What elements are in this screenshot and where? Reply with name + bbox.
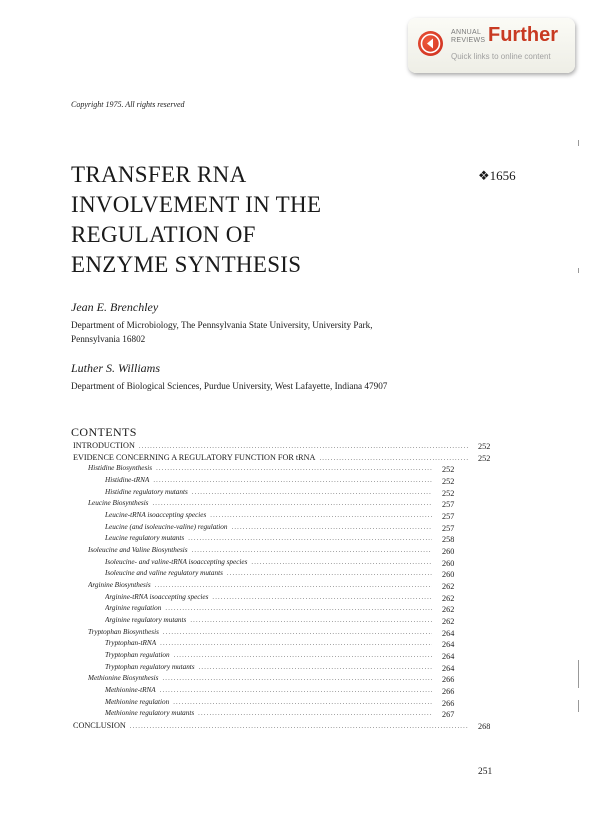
further-arrow-icon[interactable] [418,31,443,56]
copyright-notice: Copyright 1975. All rights reserved [71,100,185,109]
toc-entry [88,464,436,476]
toc-leader-dots [251,559,432,566]
toc-leader-dots [192,489,432,496]
article-number [478,168,516,184]
toc-page-number: 252 [442,476,455,486]
toc-entry [105,534,436,546]
toc-entry [88,674,436,686]
toc-entry-label: Isoleucine and Valine Biosynthesis [88,545,188,554]
toc-leader-dots [153,477,432,484]
toc-entry [105,663,436,675]
annual-reviews-further-badge[interactable] [408,18,575,73]
author-affiliation [71,379,387,393]
toc-entry [105,558,436,570]
annual-reviews-logo-text [451,29,485,44]
affiliation-line: Pennsylvania 16802 [71,334,146,344]
toc-entry-label: CONCLUSION [73,720,126,730]
toc-page-number: 262 [442,581,455,591]
toc-entry-label: Arginine regulatory mutants [105,615,187,624]
toc-page-number: 260 [442,546,455,556]
toc-leader-dots [212,594,432,601]
toc-leader-dots [174,652,432,659]
scan-mark [578,140,579,146]
toc-entry-label: Isoleucine and valine regulatory mutants [105,569,223,578]
toc-entry-label: Tryptophan regulation [105,650,170,659]
title-line: ENZYME SYNTHESIS [71,252,302,277]
toc-leader-dots [173,699,432,706]
toc-entry-label: Tryptophan-tRNA [105,639,157,648]
toc-page-number: 266 [442,698,455,708]
toc-leader-dots [162,675,432,682]
toc-leader-dots [319,455,468,462]
toc-entry-label: Tryptophan Biosynthesis [88,627,159,636]
toc-page-number: 264 [442,640,455,650]
toc-page-number: 252 [478,442,491,451]
toc-entry [73,441,472,453]
toc-entry-label: Methionine regulatory mutants [105,709,195,718]
toc-leader-dots [210,512,432,519]
toc-page-number: 262 [442,605,455,615]
toc-page-number: 264 [442,651,455,661]
scan-mark [578,700,579,712]
toc-page-number: 252 [442,488,455,498]
toc-entry-label: Histidine-tRNA [105,475,150,484]
toc-leader-dots [152,500,432,507]
toc-entry [105,639,436,651]
toc-entry [105,569,436,581]
toc-entry-label: Leucine Biosynthesis [88,499,149,508]
toc-leader-dots [165,605,432,612]
brand-line-1: ANNUAL [451,29,482,36]
toc-entry-label: Leucine-tRNA isoaccepting species [105,510,207,519]
toc-entry-label: Methionine regulation [105,697,170,706]
toc-entry [88,546,436,558]
toc-page-number: 260 [442,558,455,568]
toc-entry-label: Histidine Biosynthesis [88,464,153,473]
toc-entry [105,698,436,710]
toc-entry-label: INTRODUCTION [73,441,135,450]
toc-entry [105,709,436,721]
toc-leader-dots [156,465,432,472]
toc-leader-dots [139,443,468,450]
contents-heading: CONTENTS [71,425,137,439]
affiliation-line: Department of Biological Sciences, Purdue University, West Lafayette, Indiana 47907 [71,381,388,391]
toc-page-number: 268 [478,721,491,731]
toc-leader-dots [160,687,432,694]
toc-entry [105,511,436,523]
toc-page-number: 262 [442,616,455,626]
toc-entry [73,453,472,465]
toc-page-number: 258 [442,535,455,545]
toc-entry-label: Tryptophan regulatory mutants [105,662,195,671]
toc-page-number: 262 [442,593,455,603]
brand-line-2: REVIEWS [451,36,486,44]
article-title [71,160,321,280]
toc-page-number: 252 [478,453,491,463]
toc-page-number: 257 [442,523,455,533]
toc-page-number: 266 [442,686,455,696]
further-label[interactable]: Further [488,24,558,46]
toc-entry [105,616,436,628]
toc-page-number: 264 [442,663,455,673]
author-affiliation [71,318,373,346]
author-name: Jean E. Brenchley [71,300,159,314]
toc-leader-dots [160,640,432,647]
toc-leader-dots [130,723,468,730]
toc-entry [105,593,436,605]
toc-leader-dots [188,535,432,542]
toc-leader-dots [163,629,432,636]
toc-entry-label: Isoleucine- and valine-tRNA isoaccepting species [105,557,248,566]
toc-entry [105,604,436,616]
toc-entry-label: Arginine-tRNA isoaccepting species [105,592,209,601]
toc-page-number: 267 [442,710,455,720]
scan-mark [578,660,579,688]
author-name: Luther S. Williams [71,361,161,375]
toc-entry [105,523,436,535]
title-line: TRANSFER RNA [71,162,247,187]
title-line: INVOLVEMENT IN THE [71,192,322,217]
toc-entry-label: Leucine (and isoleucine-valine) regulation [105,522,228,531]
toc-page-number: 257 [442,511,455,521]
toc-entry [105,686,436,698]
toc-entry [105,488,436,500]
toc-leader-dots [199,664,432,671]
toc-entry-label: Histidine regulatory mutants [105,487,188,496]
toc-page-number: 264 [442,628,455,638]
toc-leader-dots [198,710,432,717]
toc-entry [88,628,436,640]
page-number: 251 [478,767,493,777]
scan-mark [578,268,579,273]
toc-page-number: 266 [442,675,455,685]
toc-entry [73,721,472,733]
toc-leader-dots [155,582,432,589]
toc-leader-dots [190,617,432,624]
toc-leader-dots [192,547,432,554]
article-number-value: 1656 [489,168,516,183]
toc-entry [88,499,436,511]
toc-entry-label: Leucine regulatory mutants [105,534,185,543]
toc-entry [105,476,436,488]
toc-page-number: 252 [442,465,455,475]
toc-entry-label: Methionine Biosynthesis [88,674,159,683]
toc-page-number: 257 [442,500,455,510]
toc-entry-label: Methionine-tRNA [105,685,156,694]
toc-leader-dots [227,570,432,577]
toc-entry-label: EVIDENCE CONCERNING A REGULATORY FUNCTION FOR tRNA [73,452,316,462]
toc-entry-label: Arginine Biosynthesis [88,580,151,589]
toc-entry [88,581,436,593]
title-line: REGULATION OF [71,222,256,247]
toc-entry [105,651,436,663]
toc-entry-label: Arginine regulation [105,604,162,613]
toc-leader-dots [232,524,433,531]
further-subtitle[interactable]: Quick links to online content [451,52,551,61]
diamond-icon: ❖ [478,168,490,183]
affiliation-line: Department of Microbiology, The Pennsylvania State University, University Park, [71,320,373,330]
toc-page-number: 260 [442,570,455,580]
